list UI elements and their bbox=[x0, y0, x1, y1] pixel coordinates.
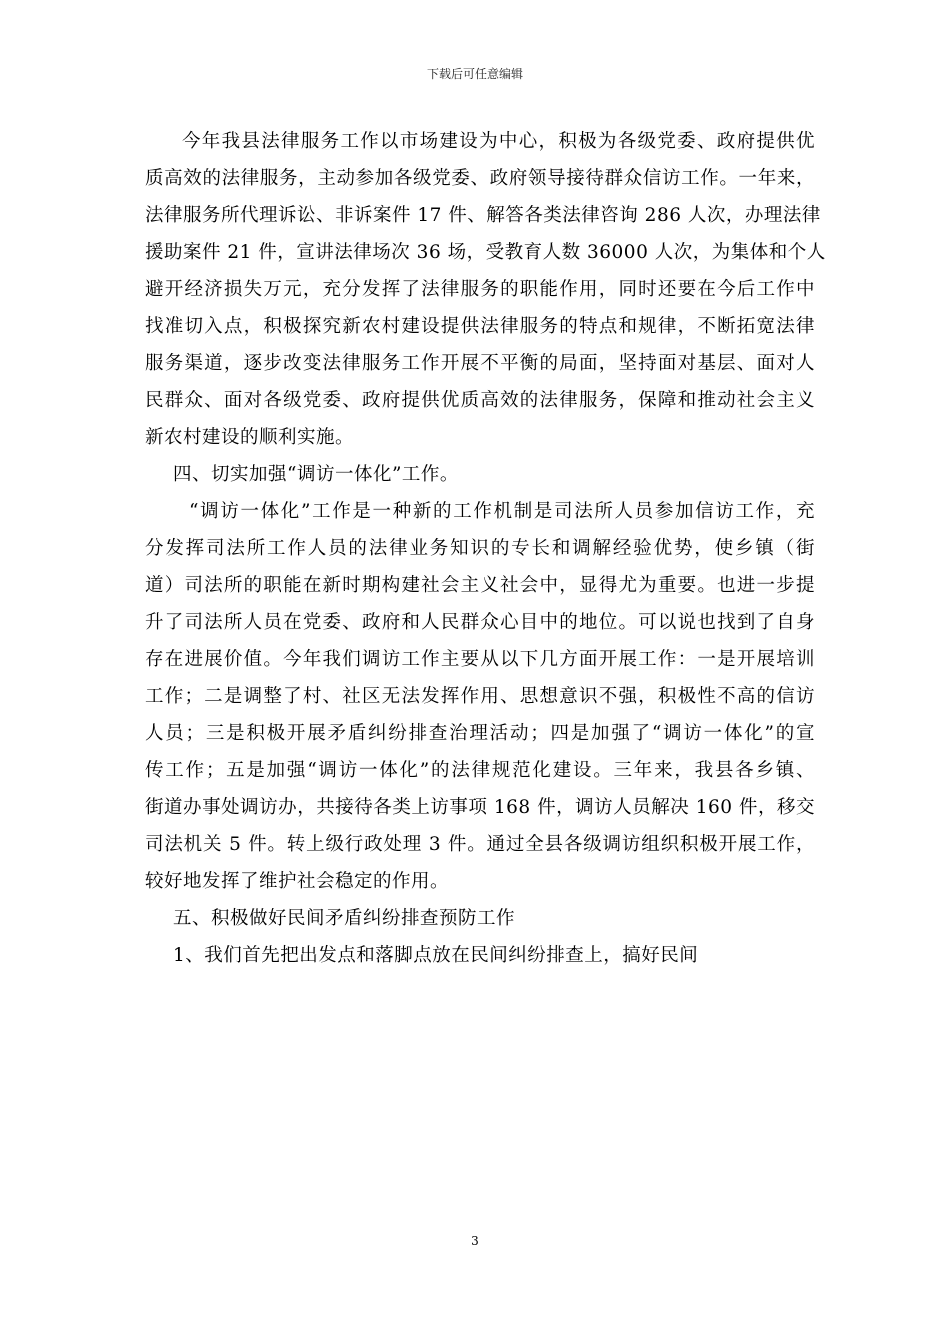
paragraph-line: 今年我县法律服务工作以市场建设为中心，积极为各级党委、政府提供优 bbox=[182, 131, 815, 152]
paragraph-line: 存在进展价值。今年我们调访工作主要从以下几方面开展工作：一是开展培训 bbox=[145, 649, 815, 670]
paragraph-line: 1、我们首先把出发点和落脚点放在民间纠纷排查上，搞好民间 bbox=[173, 945, 699, 966]
paragraph-line: 街道办事处调访办，共接待各类上访事项 168 件，调访人员解决 160 件，移交 bbox=[145, 797, 815, 818]
paragraph-line: 升了司法所人员在党委、政府和人民群众心目中的地位。可以说也找到了自身 bbox=[145, 612, 815, 633]
paragraph-line: 工作；二是调整了村、社区无法发挥作用、思想意识不强，积极性不高的信访 bbox=[145, 686, 815, 707]
paragraph-line: 司法机关 5 件。转上级行政处理 3 件。通过全县各级调访组织积极开展工作， bbox=[145, 834, 815, 855]
paragraph-line: 援助案件 21 件，宣讲法律场次 36 场，受教育人数 36000 人次，为集体和个人 bbox=[145, 242, 826, 263]
paragraph-line: 传工作；五是加强“调访一体化”的法律规范化建设。三年来，我县各乡镇、 bbox=[145, 760, 815, 781]
paragraph-line: 人员；三是积极开展矛盾纠纷排查治理活动；四是加强了“调访一体化”的宣 bbox=[145, 723, 815, 744]
paragraph-line: 找准切入点，积极探究新农村建设提供法律服务的特点和规律，不断拓宽法律 bbox=[145, 316, 815, 337]
paragraph-line: “调访一体化”工作是一种新的工作机制是司法所人员参加信访工作，充 bbox=[189, 501, 815, 522]
paragraph-line: 质高效的法律服务，主动参加各级党委、政府领导接待群众信访工作。一年来， bbox=[145, 168, 815, 189]
paragraph-line: 民群众、面对各级党委、政府提供优质高效的法律服务，保障和推动社会主义 bbox=[145, 390, 815, 411]
page-header: 下载后可任意编辑 bbox=[426, 67, 523, 81]
section-heading-4: 四、切实加强“调访一体化”工作。 bbox=[173, 464, 459, 485]
paragraph-line: 分发挥司法所工作人员的法律业务知识的专长和调解经验优势，使乡镇（街 bbox=[145, 538, 815, 559]
section-heading-5: 五、积极做好民间矛盾纠纷排查预防工作 bbox=[173, 908, 516, 929]
paragraph-line: 道）司法所的职能在新时期构建社会主义社会中，显得尤为重要。也进一步提 bbox=[145, 575, 815, 596]
page-number: 3 bbox=[471, 1234, 479, 1248]
paragraph-line: 服务渠道，逐步改变法律服务工作开展不平衡的局面，坚持面对基层、面对人 bbox=[145, 353, 815, 374]
paragraph-line: 新农村建设的顺利实施。 bbox=[145, 427, 355, 448]
paragraph-line: 法律服务所代理诉讼、非诉案件 17 件、解答各类法律咨询 286 人次，办理法律 bbox=[145, 205, 821, 226]
paragraph-line: 较好地发挥了维护社会稳定的作用。 bbox=[145, 871, 450, 892]
document-body bbox=[145, 123, 826, 974]
paragraph-line: 避开经济损失万元，充分发挥了法律服务的职能作用，同时还要在今后工作中 bbox=[145, 279, 815, 300]
